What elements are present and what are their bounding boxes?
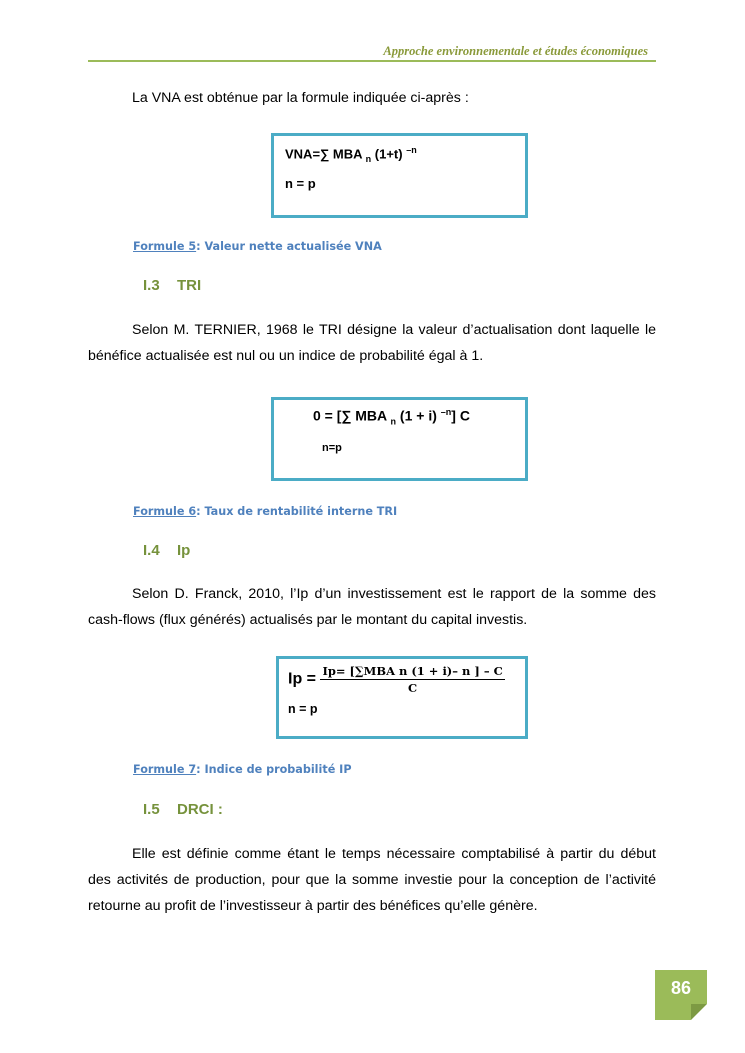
caption-5-label: Formule 5 [133,240,197,253]
formula-6-caption [133,505,397,518]
intro-paragraph [88,85,656,111]
formula-7-fraction [320,664,504,695]
formula-6-line1 [313,407,470,426]
section-title: TRI [177,277,202,294]
section-heading-drci [143,801,223,818]
section-number: I.3 [143,277,160,294]
header-rule [88,60,656,62]
caption-6-label: Formule 6 [133,505,197,518]
caption-7-text: : Indice de probabilité IP [196,763,352,776]
running-header: Approche environnementale et études économiques [383,44,648,58]
formula-7-box [276,656,528,739]
section-title: Ip [177,542,191,559]
formula-5-box [271,133,528,218]
formula-6-part2: (1 + i) [396,407,441,424]
caption-5-text: : Valeur nette actualisée VNA [196,240,382,253]
tri-text: Selon M. TERNIER, 1968 le TRI désigne la valeur d’actualisation dont laquelle le bénéfice actualisée est nul ou un indice de probabilité égal à 1. [88,322,656,364]
intro-text: La VNA est obténue par la formule indiquée ci-après : [132,90,469,106]
page-number: 86 [670,978,692,998]
drci-paragraph [88,841,656,919]
formula-7-line2: n = p [288,702,318,716]
formula-5-caption [133,240,382,253]
formula-5-sup: –n [406,145,417,155]
section-number: I.4 [143,542,160,559]
formula-6-part1: 0 = [∑ MBA [313,407,391,424]
formula-5-line2: n = p [285,176,316,191]
section-number: I.5 [143,801,160,818]
formula-6-part3: ] C [451,407,470,424]
formula-5-line1 [285,145,417,164]
drci-text: Elle est définie comme étant le temps nécessaire comptabilisé à partir du début des activités de production, pour que la somme investie pour la conception de l’activité retourne au profit de l’investisseur à partir des bénéfices qu’elle génère. [88,846,656,914]
page-number-badge [655,970,707,1020]
formula-7-numerator: Ip= [∑MBA n (1 + i)– n ] – C [322,664,503,678]
formula-6-sub: n [390,416,397,427]
ip-text: Selon D. Franck, 2010, l’Ip d’un investissement est le rapport de la somme des cash-flows (flux générés) actualisés par le montant du capital investis. [88,586,656,628]
caption-7-label: Formule 7 [133,763,197,776]
section-title: DRCI : [177,801,223,818]
formula-5-main: VNA=∑ MBA [285,146,366,162]
formula-6-box [271,397,528,481]
caption-6-text: : Taux de rentabilité interne TRI [196,505,398,518]
formula-7-line1 [288,664,505,695]
formula-7-denominator: C [408,681,418,695]
formula-7-lhs: Ip = [288,670,321,688]
formula-6-sup: –n [440,407,452,417]
formula-6-line2: n=p [322,442,342,454]
formula-5-mid: (1+t) [371,146,407,162]
formula-7-caption [133,763,352,776]
section-heading-tri [143,277,201,294]
section-heading-ip [143,542,190,559]
page-fold-icon [691,1004,707,1020]
formula-5-sub: n [365,153,372,164]
ip-paragraph [88,581,656,633]
tri-paragraph [88,317,656,369]
